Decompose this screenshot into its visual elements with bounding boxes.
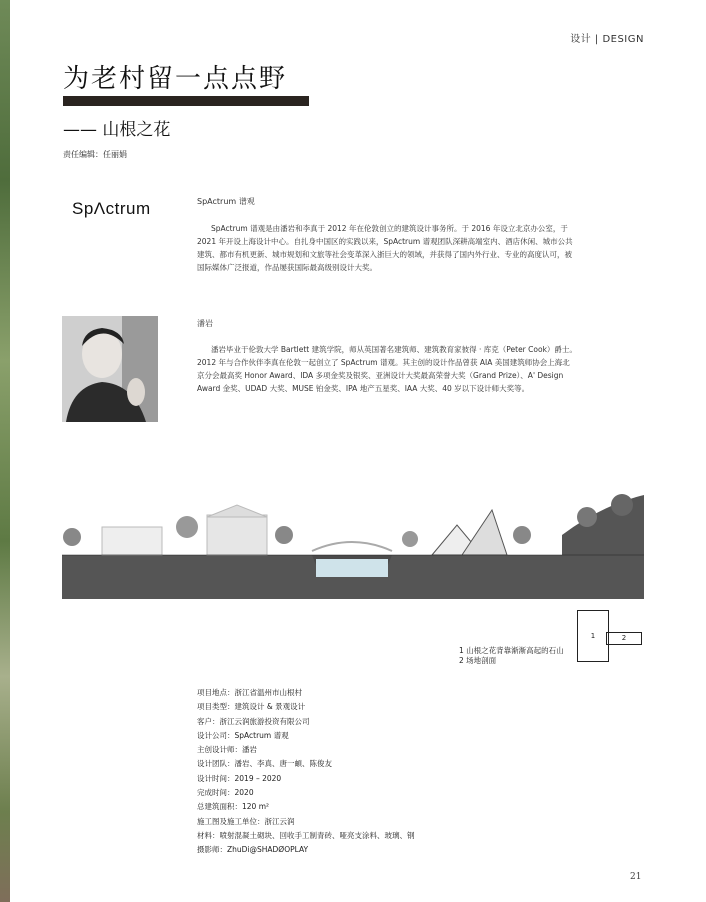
- key-box-1: 1: [577, 610, 609, 662]
- spec-design-time: 设计时间：2019 – 2020: [197, 773, 282, 783]
- spec-construction: 施工图及施工单位：浙江云润: [197, 816, 295, 826]
- spec-team: 设计团队：潘岩、李真、唐一頔、陈俊友: [197, 759, 332, 769]
- spec-lead-designer: 主创设计师：潘岩: [197, 745, 257, 755]
- designer-portrait: [62, 316, 158, 422]
- spec-firm: 设计公司：SpActrum 谱观: [197, 730, 289, 740]
- article-title: 为老村留一点点野: [63, 64, 288, 94]
- title-underline-bar: [63, 96, 309, 106]
- spec-client: 客户：浙江云润旅游投资有限公司: [197, 716, 310, 726]
- spec-location: 项目地点：浙江省温州市山根村: [197, 688, 302, 697]
- spec-photographer: 摄影师：ZhuDi@SHADØOPLAY: [197, 845, 309, 855]
- section-tag: 设计 | DESIGN: [570, 34, 644, 45]
- edge-photo-strip: [0, 0, 10, 902]
- project-specs: [197, 686, 415, 858]
- spec-type: 项目类型：建筑设计 & 景观设计: [197, 702, 306, 712]
- firm-paragraph: SpActrum 谱观是由潘岩和李真于 2012 年在伦敦创立的建筑设计事务所。于 2016 年设立北京办公室，于 2021 年开设上海设计中心。自扎身中国区的实践以来，SpActrum 谱观团队深耕高端室内、酒店休闲、城市公共建筑、都市有机更新、城市规划和文旅等社会变革深入浙巨大的领域，并获得了国内外行业、专业的高度认可，被国际媒体广泛报道，作品屡获国际最高级别设计大奖。: [197, 224, 573, 272]
- key-box-2: 2: [606, 632, 642, 645]
- legend-item: 2 场地剖面: [459, 656, 497, 665]
- designer-heading: 潘岩: [197, 319, 213, 328]
- site-section-drawing: [62, 465, 644, 603]
- article-subtitle: —— 山根之花: [63, 120, 171, 140]
- figure-legend: [459, 646, 564, 666]
- page-number: 21: [630, 872, 642, 882]
- spactrum-logo: SpΛctrum: [72, 199, 151, 218]
- spec-area: 总建筑面积：120 m²: [197, 802, 270, 812]
- designer-paragraph: 潘岩毕业于伦敦大学 Bartlett 建筑学院，师从英国著名建筑师、建筑教育家彼得 · 库克（Peter Cook）爵士。2012 年与合作伙伴李真在伦敦一起创立了 SpActrum 谱观。其主创的设计作品曾获 AIA 美国建筑师协会上海北京分会最高奖 Honor Award、IDA 多项金奖及银奖、亚洲设计大奖最高荣誉大奖（Grand Prize）、A' Design Award 金奖、UDAD 大奖、MUSE 铂金奖、IPA 地产五星奖、IAA 大奖、40 岁以下设计师大奖等。: [197, 345, 577, 393]
- legend-item: 1 山根之花背靠渐渐高起的石山: [459, 646, 564, 655]
- spec-materials: 材料：喷射混凝土砌块、回收手工制青砖、哑亮支涂料、玻璃、钢: [197, 830, 415, 840]
- spec-completion: 完成时间：2020: [197, 788, 254, 798]
- firm-heading: SpActrum 谱观: [197, 197, 255, 206]
- editor-credit: 责任编辑：任丽娟: [63, 150, 127, 159]
